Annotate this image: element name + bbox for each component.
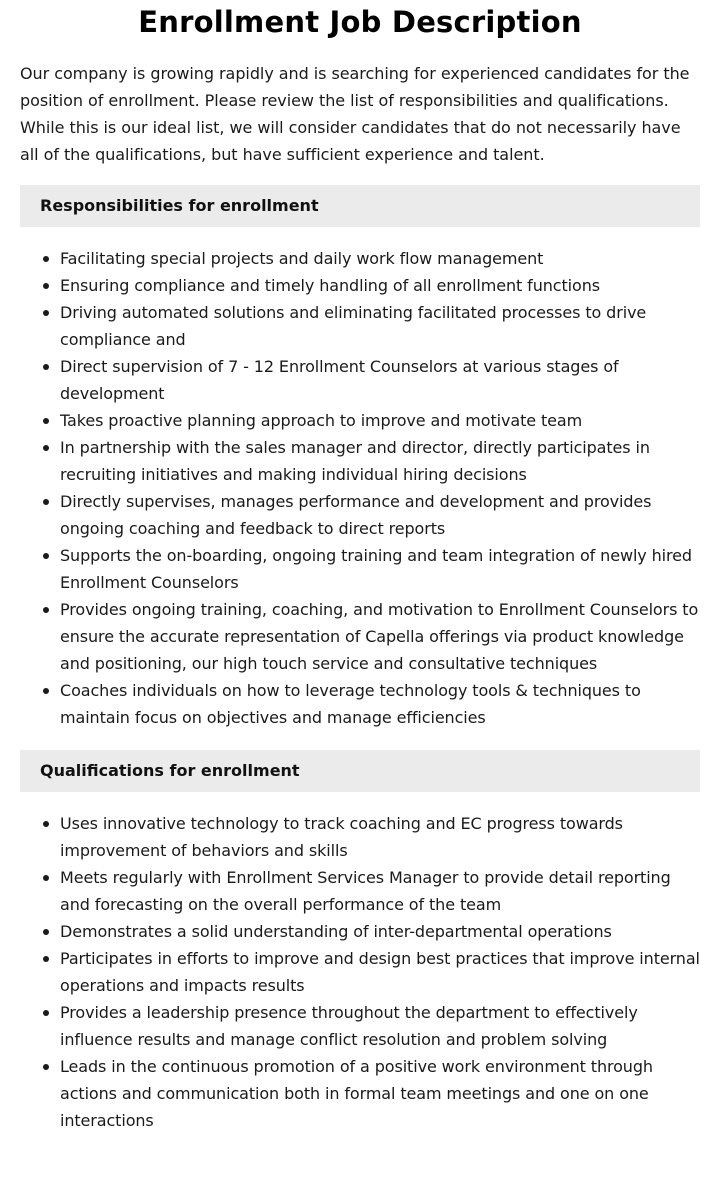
- qualifications-heading: Qualifications for enrollment: [20, 750, 700, 792]
- page-title: Enrollment Job Description: [138, 5, 582, 39]
- list-item: Leads in the continuous promotion of a positive work environment through actions and communication both in formal team meetings and one on one interactions: [60, 1053, 700, 1134]
- list-item: Coaches individuals on how to leverage technology tools & techniques to maintain focus on objectives and manage efficiencies: [60, 677, 700, 731]
- list-item: Provides a leadership presence throughout the department to effectively influence results and manage conflict resolution and problem solving: [60, 999, 700, 1053]
- list-item: In partnership with the sales manager and director, directly participates in recruiting initiatives and making individual hiring decisions: [60, 434, 700, 488]
- list-item: Takes proactive planning approach to improve and motivate team: [60, 407, 700, 434]
- qualifications-list: [20, 810, 700, 1134]
- list-item: Direct supervision of 7 - 12 Enrollment Counselors at various stages of development: [60, 353, 700, 407]
- list-item: Provides ongoing training, coaching, and motivation to Enrollment Counselors to ensure the accurate representation of Capella offerings via product knowledge and positioning, our high touch service and consultative techniques: [60, 596, 700, 677]
- list-item: Uses innovative technology to track coaching and EC progress towards improvement of behaviors and skills: [60, 810, 700, 864]
- list-item: Participates in efforts to improve and design best practices that improve internal operations and impacts results: [60, 945, 700, 999]
- responsibilities-list: [20, 245, 700, 731]
- list-item: Demonstrates a solid understanding of inter-departmental operations: [60, 918, 700, 945]
- intro-paragraph: Our company is growing rapidly and is searching for experienced candidates for the position of enrollment. Please review the list of responsibilities and qualifications. While this is our ideal list, we will consider candidates that do not necessarily have all of the qualifications, but have sufficient experience and talent.: [20, 64, 690, 164]
- responsibilities-heading: Responsibilities for enrollment: [20, 185, 700, 227]
- list-item: Driving automated solutions and eliminating facilitated processes to drive compliance and: [60, 299, 700, 353]
- list-item: Meets regularly with Enrollment Services Manager to provide detail reporting and forecasting on the overall performance of the team: [60, 864, 700, 918]
- list-item: Directly supervises, manages performance and development and provides ongoing coaching and feedback to direct reports: [60, 488, 700, 542]
- list-item: Facilitating special projects and daily work flow management: [60, 245, 700, 272]
- list-item: Ensuring compliance and timely handling of all enrollment functions: [60, 272, 700, 299]
- list-item: Supports the on-boarding, ongoing training and team integration of newly hired Enrollment Counselors: [60, 542, 700, 596]
